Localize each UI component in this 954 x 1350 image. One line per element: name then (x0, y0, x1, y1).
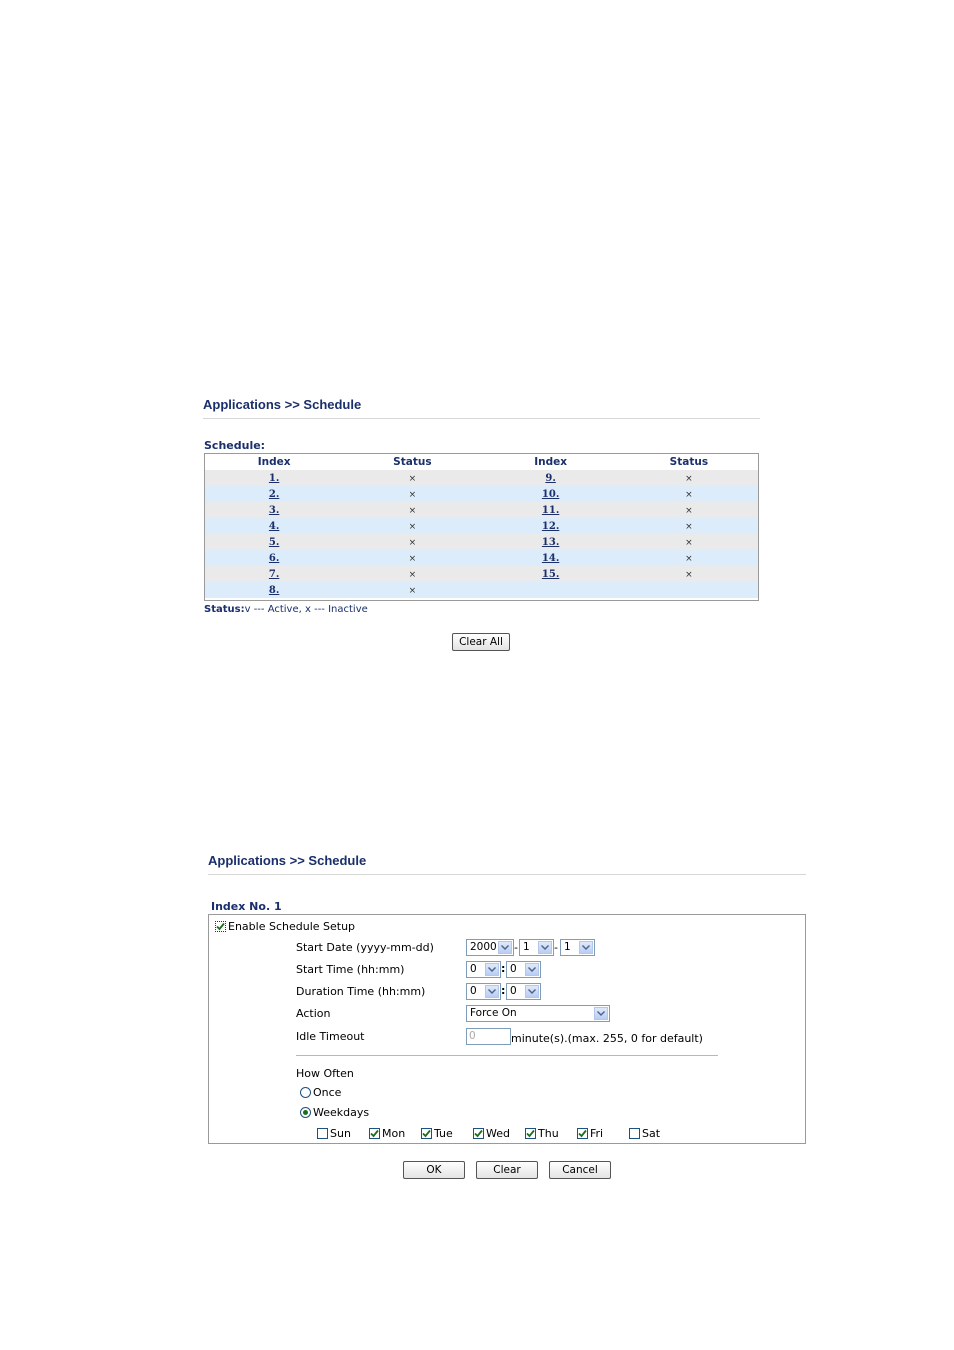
list-title-divider (203, 418, 760, 419)
schedule-index-link[interactable]: 6. (268, 552, 280, 564)
clear-button[interactable]: Clear (476, 1161, 538, 1179)
schedule-status: × (408, 521, 417, 532)
table-cell (620, 534, 758, 550)
table-cell (343, 550, 481, 566)
table-cell (205, 518, 343, 534)
schedule-status: × (408, 537, 417, 548)
table-cell (482, 486, 620, 502)
weekdays-radio[interactable] (300, 1107, 311, 1118)
start-date-year-select[interactable] (466, 939, 514, 956)
idle-timeout-input[interactable]: 0 (466, 1028, 511, 1045)
day-label-wed: Wed (486, 1127, 510, 1140)
chevron-down-icon (579, 941, 593, 954)
table-cell (343, 518, 481, 534)
table-cell (620, 518, 758, 534)
once-label: Once (313, 1086, 342, 1099)
schedule-index-link[interactable]: 11. (541, 504, 560, 516)
column-header-index-left: Index (257, 456, 291, 468)
schedule-index-link[interactable]: 2. (268, 488, 280, 500)
schedule-status: × (408, 489, 417, 500)
action-select[interactable] (466, 1005, 610, 1022)
schedule-index-link[interactable]: 5. (268, 536, 280, 548)
day-label-tue: Tue (434, 1127, 453, 1140)
table-cell (620, 582, 758, 598)
table-cell (482, 518, 620, 534)
schedule-status: × (408, 553, 417, 564)
schedule-status: × (685, 537, 693, 548)
table-cell (482, 550, 620, 566)
table-row (205, 486, 758, 502)
table-cell (205, 582, 343, 598)
enable-schedule-label: Enable Schedule Setup (228, 920, 356, 933)
schedule-status: × (685, 489, 693, 500)
table-cell (620, 502, 758, 518)
table-cell (482, 566, 620, 582)
date-separator: - (514, 941, 518, 954)
schedule-index-link[interactable]: 7. (268, 568, 280, 580)
schedule-status: × (408, 473, 417, 484)
day-label-fri: Fri (590, 1127, 604, 1140)
day-checkbox-tue[interactable] (421, 1128, 432, 1139)
day-checkbox-sat[interactable] (629, 1128, 640, 1139)
duration-hour-value: 0 (470, 985, 477, 997)
schedule-index-link[interactable]: 3. (268, 504, 280, 516)
schedule-index-link[interactable]: 9. (545, 472, 556, 484)
table-cell (620, 566, 758, 582)
idle-timeout-label: Idle Timeout (296, 1030, 365, 1043)
schedule-status: × (685, 569, 693, 580)
form-page-title: Applications >> Schedule (208, 853, 367, 868)
table-cell (205, 502, 343, 518)
chevron-down-icon (485, 985, 499, 998)
action-value: Force On (470, 1007, 517, 1019)
schedule-index-link[interactable]: 10. (541, 488, 560, 500)
schedule-table (205, 454, 758, 598)
column-header-index-right: Index (534, 456, 568, 468)
chevron-down-icon (594, 1007, 608, 1020)
table-row (205, 534, 758, 550)
column-header-status-right: Status (669, 456, 709, 468)
schedule-index-link[interactable]: 4. (268, 520, 280, 532)
clear-all-button[interactable]: Clear All (452, 633, 510, 651)
table-cell (620, 486, 758, 502)
check-icon (474, 1129, 483, 1138)
form-section-divider (296, 1055, 718, 1056)
schedule-index-link[interactable]: 8. (268, 584, 280, 596)
schedule-index-link[interactable]: 15. (541, 568, 560, 580)
schedule-index-link[interactable]: 12. (541, 520, 560, 532)
check-icon (422, 1129, 431, 1138)
table-cell (482, 534, 620, 550)
table-cell (205, 534, 343, 550)
duration-time-label: Duration Time (hh:mm) (296, 985, 426, 998)
start-date-month-select[interactable] (519, 939, 554, 956)
day-checkbox-sun[interactable] (317, 1128, 328, 1139)
status-legend (204, 604, 368, 615)
list-page-title: Applications >> Schedule (203, 397, 362, 412)
table-cell (482, 502, 620, 518)
time-separator: : (501, 984, 506, 997)
schedule-status: × (685, 473, 693, 484)
cancel-button[interactable]: Cancel (549, 1161, 611, 1179)
how-often-label: How Often (296, 1067, 354, 1080)
start-time-minute-value: 0 (510, 963, 517, 975)
start-time-minute-select[interactable] (506, 961, 541, 978)
date-separator: - (554, 941, 558, 954)
check-icon (578, 1129, 587, 1138)
table-row (205, 518, 758, 534)
start-date-month-value: 1 (523, 941, 530, 953)
day-checkbox-wed[interactable] (473, 1128, 484, 1139)
ok-button[interactable]: OK (403, 1161, 465, 1179)
form-title-divider (208, 874, 806, 875)
check-icon (216, 922, 225, 931)
start-date-day-select[interactable] (560, 939, 595, 956)
table-row (205, 470, 758, 486)
table-cell (343, 486, 481, 502)
schedule-status: × (408, 569, 417, 580)
schedule-status: × (408, 585, 417, 596)
once-radio[interactable] (300, 1087, 311, 1098)
chevron-down-icon (525, 963, 539, 976)
idle-timeout-hint: minute(s).(max. 255, 0 for default) (511, 1032, 703, 1045)
weekdays-label: Weekdays (313, 1106, 370, 1119)
table-cell (343, 566, 481, 582)
day-checkbox-thu[interactable] (525, 1128, 536, 1139)
schedule-index-link[interactable]: 13. (541, 536, 560, 548)
schedule-status: × (685, 521, 693, 532)
schedule-section-label: Schedule: (204, 439, 266, 452)
table-cell (205, 470, 343, 486)
duration-hour-select[interactable] (466, 983, 501, 1000)
chevron-down-icon (525, 985, 539, 998)
schedule-index-link[interactable]: 14. (541, 552, 560, 564)
check-icon (370, 1129, 379, 1138)
table-row (205, 502, 758, 518)
table-cell (205, 566, 343, 582)
table-row (205, 566, 758, 582)
day-label-mon: Mon (382, 1127, 406, 1140)
start-time-hour-value: 0 (470, 963, 477, 975)
table-cell (620, 470, 758, 486)
start-time-label: Start Time (hh:mm) (296, 963, 405, 976)
table-cell (343, 582, 481, 598)
status-legend-text: v --- Active, x --- Inactive (244, 604, 368, 615)
enable-schedule-checkbox[interactable] (215, 921, 226, 932)
table-cell (205, 550, 343, 566)
table-cell (343, 470, 481, 486)
day-label-thu: Thu (538, 1127, 559, 1140)
action-label: Action (296, 1007, 331, 1020)
table-cell (205, 486, 343, 502)
index-number-label: Index No. 1 (211, 900, 282, 913)
table-row (205, 550, 758, 566)
start-date-year-value: 2000 (470, 941, 497, 953)
table-cell (620, 550, 758, 566)
start-time-hour-select[interactable] (466, 961, 501, 978)
table-cell (482, 470, 620, 486)
chevron-down-icon (498, 941, 512, 954)
day-checkbox-mon[interactable] (369, 1128, 380, 1139)
table-cell (343, 534, 481, 550)
day-label-sat: Sat (642, 1127, 661, 1140)
time-separator: : (501, 962, 506, 975)
start-date-day-value: 1 (564, 941, 571, 953)
table-cell (343, 502, 481, 518)
schedule-status: × (408, 505, 417, 516)
chevron-down-icon (538, 941, 552, 954)
day-checkbox-fri[interactable] (577, 1128, 588, 1139)
check-icon (526, 1129, 535, 1138)
duration-minute-value: 0 (510, 985, 517, 997)
table-cell (482, 582, 620, 598)
chevron-down-icon (485, 963, 499, 976)
table-row (205, 582, 758, 598)
radio-selected-dot (303, 1110, 308, 1115)
schedule-index-link[interactable]: 1. (268, 472, 280, 484)
day-label-sun: Sun (330, 1127, 351, 1140)
start-date-label: Start Date (yyyy-mm-dd) (296, 941, 434, 954)
status-legend-label: Status: (204, 604, 245, 615)
schedule-status: × (685, 553, 693, 564)
schedule-table-header (205, 454, 758, 470)
schedule-table-container (204, 453, 759, 601)
duration-minute-select[interactable] (506, 983, 541, 1000)
schedule-status: × (685, 505, 693, 516)
column-header-status-left: Status (393, 456, 432, 468)
